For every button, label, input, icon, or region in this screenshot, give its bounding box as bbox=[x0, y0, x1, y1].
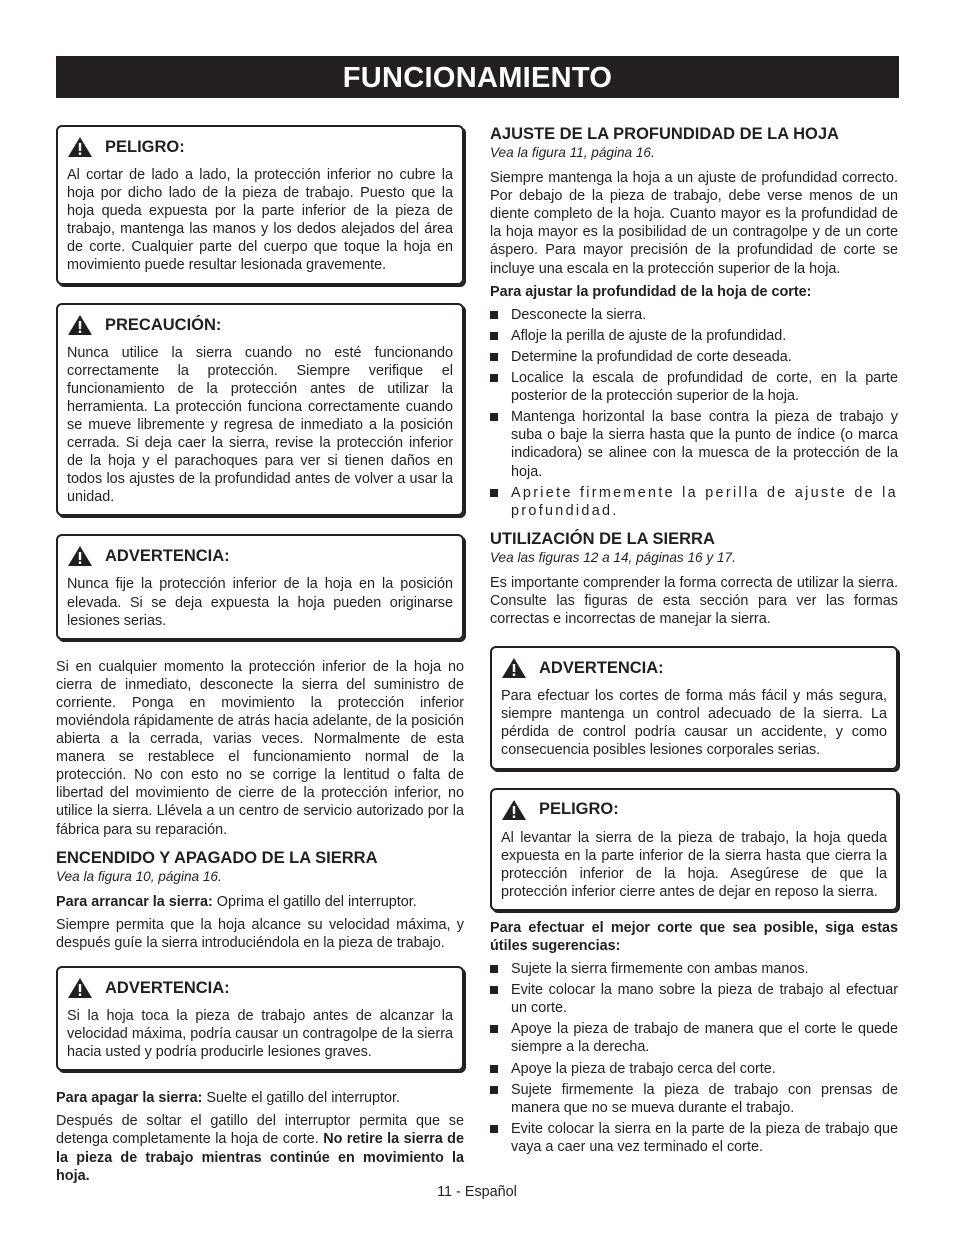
warning-triangle-icon bbox=[501, 657, 527, 679]
on-off-ref: Vea la figura 10, página 16. bbox=[56, 868, 222, 884]
list-item: Mantenga horizontal la base contra la pieza de trabajo y suba o baje la sierra hasta que la punto de índice (o marca indicadora) se alinee con la muesca de la protección de la hoja. bbox=[490, 408, 898, 480]
release-paragraph: Después de soltar el gatillo del interruptor permita que se detenga completamente la hoja de corte. No retire la sierra de la pieza de trabajo mientras continúe en movimiento la hoja. bbox=[56, 1113, 464, 1184]
bullet-square-icon bbox=[490, 1065, 498, 1073]
list-item: Desconecte la sierra. bbox=[490, 306, 898, 324]
list-item: Evite colocar la mano sobre la pieza de trabajo al efectuar un corte. bbox=[490, 981, 898, 1017]
tips-title: Para efectuar el mejor corte que sea posible, siga estas útiles sugerencias: bbox=[490, 919, 898, 954]
guard-paragraph: Si en cualquier momento la protección inferior de la hoja no cierra de inmediato, desconecte la sierra del suministro de corriente. Ponga en movimiento la protección inferior moviéndola rápidamente de atrás hacia adelante, de la posición abierta a la cerrada, varias veces. Normalmente de esta manera se restablece el funcionamiento normal de la protección. No con esto no se corrige la lentitud o falta de libertad del movimiento de cierre de la protección inferior, no utilice la sierra. Llévela a un centro de servicio autorizado por la fábrica para su reparación. bbox=[56, 658, 464, 838]
warning-box bbox=[56, 534, 464, 639]
page-title: FUNCIONAMIENTO bbox=[56, 56, 899, 98]
warning-title: ADVERTENCIA: bbox=[105, 978, 230, 997]
warning-title: ADVERTENCIA: bbox=[539, 659, 664, 678]
warning-text: Para efectuar los cortes de forma más fácil y más segura, siempre mantenga un control adecuado de la sierra. La pérdida de control podría causar un accidente, y como consecuencia posibles lesiones corporales serias. bbox=[501, 688, 887, 759]
list-item: Determine la profundidad de corte deseada. bbox=[490, 348, 898, 366]
bullet-square-icon bbox=[490, 986, 498, 994]
depth-ref: Vea la figura 11, página 16. bbox=[490, 145, 655, 160]
usage-ref: Vea las figuras 12 a 14, páginas 16 y 17. bbox=[490, 549, 736, 565]
list-item: Afloje la perilla de ajuste de la profundidad. bbox=[490, 327, 898, 345]
bullet-square-icon bbox=[490, 965, 498, 973]
list-item: Apoye la pieza de trabajo cerca del corte. bbox=[490, 1060, 898, 1078]
start-paragraph: Para arrancar la sierra: Oprima el gatillo del interruptor. bbox=[56, 893, 417, 910]
bullet-square-icon bbox=[490, 413, 498, 421]
speed-paragraph: Siempre permita que la hoja alcance su velocidad máxima, y después guíe la sierra introduciéndola en la pieza de trabajo. bbox=[56, 916, 464, 951]
warning-triangle-icon bbox=[67, 136, 93, 158]
bullet-square-icon bbox=[490, 332, 498, 340]
bullet-square-icon bbox=[490, 353, 498, 361]
warning-box bbox=[56, 966, 464, 1071]
depth-steps-list bbox=[490, 306, 898, 520]
caution-title: PRECAUCIÓN: bbox=[105, 315, 222, 334]
warning-title: ADVERTENCIA: bbox=[105, 547, 230, 566]
danger-title: PELIGRO: bbox=[105, 137, 185, 156]
right-column bbox=[490, 125, 898, 1164]
warning-box bbox=[490, 646, 898, 769]
bullet-square-icon bbox=[490, 311, 498, 319]
bullet-square-icon bbox=[490, 1125, 498, 1133]
danger-box bbox=[56, 125, 464, 285]
left-column bbox=[56, 125, 464, 1190]
list-item: Apriete firmemente la perilla de ajuste de la profundidad. bbox=[490, 484, 898, 520]
list-item: Sujete la sierra firmemente con ambas manos. bbox=[490, 960, 898, 978]
on-off-heading: ENCENDIDO Y APAGADO DE LA SIERRA bbox=[56, 848, 378, 867]
tips-list bbox=[490, 960, 898, 1156]
warning-text: Nunca fije la protección inferior de la hoja en la posición elevada. Si se deja expuesta la hoja pueden originarse lesiones serias. bbox=[67, 576, 453, 629]
depth-paragraph: Siempre mantenga la hoja a un ajuste de profundidad correcto. Por debajo de la pieza de trabajo, debe verse menos de un diente completo de la hoja. Cuanto mayor es la profundidad de la hoja mayor es la posibilidad de un contragolpe y de un corte áspero. Para mayor precisión de la profundidad de corte se incluye una escala en la protección superior de la hoja. bbox=[490, 170, 898, 277]
warning-triangle-icon bbox=[67, 314, 93, 336]
list-item: Sujete firmemente la pieza de trabajo con prensas de manera que no se mueva durante el trabajo. bbox=[490, 1081, 898, 1117]
stop-paragraph: Para apagar la sierra: Suelte el gatillo del interruptor. bbox=[56, 1090, 400, 1107]
page-footer: 11 - Español bbox=[437, 1184, 517, 1200]
depth-heading: AJUSTE DE LA PROFUNDIDAD DE LA HOJA bbox=[490, 125, 839, 143]
bullet-square-icon bbox=[490, 1025, 498, 1033]
bullet-square-icon bbox=[490, 489, 498, 497]
warning-triangle-icon bbox=[67, 977, 93, 999]
list-item: Localice la escala de profundidad de corte, en la parte posterior de la protección superior de la hoja. bbox=[490, 369, 898, 405]
usage-paragraph: Es importante comprender la forma correcta de utilizar la sierra. Consulte las figuras de esta sección para ver las formas correctas e incorrectas de manejar la sierra. bbox=[490, 574, 898, 628]
danger-title: PELIGRO: bbox=[539, 800, 619, 819]
list-item: Evite colocar la sierra en la parte de la pieza de trabajo que vaya a caer una vez terminado el corte. bbox=[490, 1120, 898, 1156]
bullet-square-icon bbox=[490, 1086, 498, 1094]
caution-text: Nunca utilice la sierra cuando no esté funcionando correctamente la protección. Siempre verifique el funcionamiento de la protección antes de utilizar la herramienta. La protección funciona correctamente cuando se mueve libremente y regresa de inmediato a la posición cerrada. Si deja caer la sierra, revise la protección inferior de la hoja y el parachoques para ver si tienen daños en todos los ajustes de la profundidad antes de volver a usar la unidad. bbox=[67, 344, 453, 506]
warning-triangle-icon bbox=[501, 799, 527, 821]
caution-box bbox=[56, 303, 464, 517]
danger-box bbox=[490, 788, 898, 911]
danger-text: Al cortar de lado a lado, la protección inferior no cubre la hoja por dicho lado de la pieza de trabajo. Puesto que la hoja queda expuesta por la parte inferior de la pieza de trabajo, mantenga las manos y los dedos alejados del área de corte. Cualquier parte del cuerpo que toque la hoja en movimiento puede resultar lesionada gravemente. bbox=[67, 167, 453, 274]
bullet-square-icon bbox=[490, 374, 498, 382]
usage-heading: UTILIZACIÓN DE LA SIERRA bbox=[490, 529, 715, 548]
warning-triangle-icon bbox=[67, 545, 93, 567]
danger-text: Al levantar la sierra de la pieza de trabajo, la hoja queda expuesta en la parte inferior de la sierra hasta que cierra la protección inferior de la hoja. Asegúrese de que la protección inferior cierre antes de dejar en reposo la sierra. bbox=[501, 829, 887, 900]
warning-text: Si la hoja toca la pieza de trabajo antes de alcanzar la velocidad máxima, podría causar un contragolpe de la sierra hacia usted y podría producirle lesiones graves. bbox=[67, 1008, 453, 1061]
depth-list-title: Para ajustar la profundidad de la hoja de corte: bbox=[490, 283, 812, 300]
list-item: Apoye la pieza de trabajo de manera que el corte le quede siempre a la derecha. bbox=[490, 1020, 898, 1056]
